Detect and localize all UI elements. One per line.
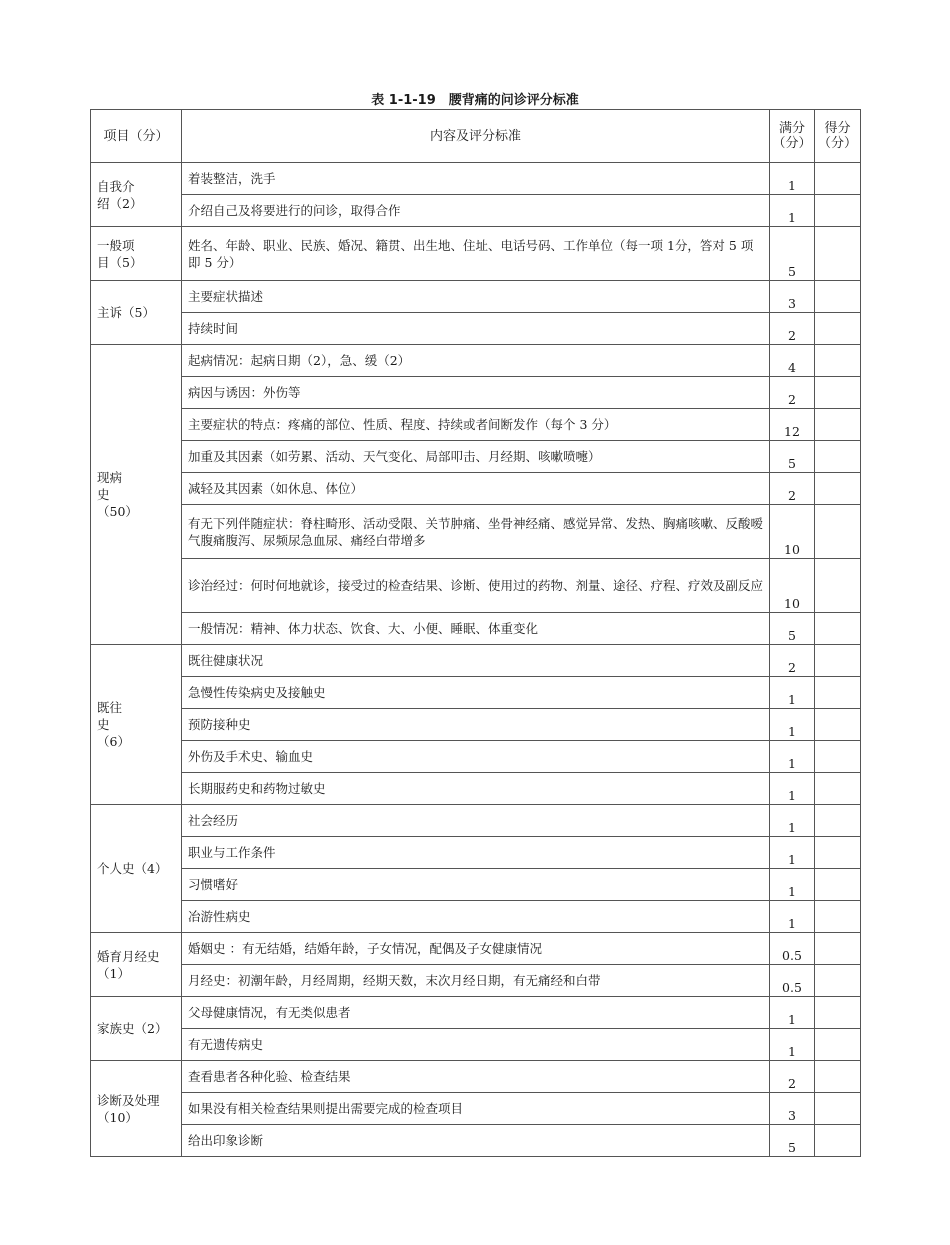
category-cell: 既往 史 （6） — [91, 645, 182, 805]
category-cell: 个人史（4） — [91, 805, 182, 933]
table-row — [91, 901, 861, 933]
category-cell: 婚育月经史 （1） — [91, 933, 182, 997]
score-cell[interactable] — [815, 559, 861, 613]
score-cell[interactable] — [815, 677, 861, 709]
max-score-cell: 1 — [770, 677, 815, 709]
max-score-cell: 2 — [770, 377, 815, 409]
table-row — [91, 869, 861, 901]
table-row — [91, 227, 861, 281]
table-row — [91, 505, 861, 559]
score-cell[interactable] — [815, 645, 861, 677]
max-score-cell: 1 — [770, 195, 815, 227]
max-score-cell: 1 — [770, 805, 815, 837]
content-cell: 查看患者各种化验、检查结果 — [182, 1061, 770, 1093]
content-cell: 着装整洁，洗手 — [182, 163, 770, 195]
content-cell: 外伤及手术史、输血史 — [182, 741, 770, 773]
table-row — [91, 965, 861, 997]
max-score-cell: 2 — [770, 1061, 815, 1093]
table-header-row — [91, 110, 861, 163]
max-score-cell: 5 — [770, 227, 815, 281]
content-cell: 长期服药史和药物过敏史 — [182, 773, 770, 805]
table-row — [91, 933, 861, 965]
score-cell[interactable] — [815, 1093, 861, 1125]
content-cell: 减轻及其因素（如休息、体位） — [182, 473, 770, 505]
score-cell[interactable] — [815, 377, 861, 409]
score-cell[interactable] — [815, 505, 861, 559]
score-cell[interactable] — [815, 997, 861, 1029]
score-cell[interactable] — [815, 195, 861, 227]
table-row — [91, 1029, 861, 1061]
table-title: 表 1-1-19 腰背痛的问诊评分标准 — [371, 93, 579, 108]
max-score-cell: 2 — [770, 313, 815, 345]
content-cell: 主要症状的特点：疼痛的部位、性质、程度、持续或者间断发作（每个 3 分） — [182, 409, 770, 441]
content-cell: 既往健康状况 — [182, 645, 770, 677]
max-score-cell: 1 — [770, 741, 815, 773]
score-cell[interactable] — [815, 1061, 861, 1093]
content-cell: 介绍自己及将要进行的问诊，取得合作 — [182, 195, 770, 227]
max-score-cell: 1 — [770, 163, 815, 195]
content-cell: 冶游性病史 — [182, 901, 770, 933]
content-cell: 一般情况：精神、体力状态、饮食、大、小便、睡眠、体重变化 — [182, 613, 770, 645]
category-cell: 自我介 绍（2） — [91, 163, 182, 227]
score-cell[interactable] — [815, 409, 861, 441]
table-row — [91, 741, 861, 773]
content-cell: 诊治经过：何时何地就诊，接受过的检查结果、诊断、使用过的药物、剂量、途径、疗程、疗效及副反应 — [182, 559, 770, 613]
table-row — [91, 441, 861, 473]
score-cell[interactable] — [815, 709, 861, 741]
table-row — [91, 709, 861, 741]
category-cell: 诊断及处理 （10） — [91, 1061, 182, 1157]
max-score-cell: 3 — [770, 281, 815, 313]
table-row — [91, 805, 861, 837]
content-cell: 习惯嗜好 — [182, 869, 770, 901]
table-body — [91, 163, 861, 1157]
category-cell: 一般项 目（5） — [91, 227, 182, 281]
max-score-cell: 1 — [770, 773, 815, 805]
content-cell: 有无下列伴随症状：脊柱畸形、活动受限、关节肿痛、坐骨神经痛、感觉异常、发热、胸痛咳嗽、反酸嗳气腹痛腹泻、尿频尿急血尿、痛经白带增多 — [182, 505, 770, 559]
score-cell[interactable] — [815, 773, 861, 805]
header-max: 满分 （分） — [770, 110, 815, 163]
score-cell[interactable] — [815, 1125, 861, 1157]
max-score-cell: 0.5 — [770, 965, 815, 997]
max-score-cell: 10 — [770, 505, 815, 559]
scoring-table — [90, 109, 861, 1157]
score-cell[interactable] — [815, 869, 861, 901]
max-score-cell: 2 — [770, 473, 815, 505]
score-cell[interactable] — [815, 313, 861, 345]
table-row — [91, 1125, 861, 1157]
category-cell: 现病 史 （50） — [91, 345, 182, 645]
table-row — [91, 677, 861, 709]
header-score: 得分 （分） — [815, 110, 861, 163]
content-cell: 持续时间 — [182, 313, 770, 345]
max-score-cell: 5 — [770, 1125, 815, 1157]
table-row — [91, 559, 861, 613]
score-cell[interactable] — [815, 741, 861, 773]
content-cell: 姓名、年龄、职业、民族、婚况、籍贯、出生地、住址、电话号码、工作单位（每一项 1分，答对 5 项即 5 分） — [182, 227, 770, 281]
content-cell: 病因与诱因：外伤等 — [182, 377, 770, 409]
max-score-cell: 0.5 — [770, 933, 815, 965]
table-row — [91, 837, 861, 869]
table-row — [91, 1093, 861, 1125]
score-cell[interactable] — [815, 965, 861, 997]
content-cell: 主要症状描述 — [182, 281, 770, 313]
content-cell: 婚姻史 ：有无结婚，结婚年龄，子女情况，配偶及子女健康情况 — [182, 933, 770, 965]
score-cell[interactable] — [815, 837, 861, 869]
content-cell: 起病情况：起病日期（2），急、缓（2） — [182, 345, 770, 377]
score-cell[interactable] — [815, 1029, 861, 1061]
content-cell: 有无遗传病史 — [182, 1029, 770, 1061]
max-score-cell: 5 — [770, 441, 815, 473]
category-cell: 家族史（2） — [91, 997, 182, 1061]
table-row — [91, 409, 861, 441]
table-row — [91, 613, 861, 645]
max-score-cell: 1 — [770, 837, 815, 869]
content-cell: 如果没有相关检查结果则提出需要完成的检查项目 — [182, 1093, 770, 1125]
max-score-cell: 1 — [770, 869, 815, 901]
category-cell: 主诉（5） — [91, 281, 182, 345]
table-row — [91, 1061, 861, 1093]
max-score-cell: 4 — [770, 345, 815, 377]
score-cell[interactable] — [815, 613, 861, 645]
content-cell: 社会经历 — [182, 805, 770, 837]
score-cell[interactable] — [815, 345, 861, 377]
max-score-cell: 5 — [770, 613, 815, 645]
max-score-cell: 2 — [770, 645, 815, 677]
header-item: 项目（分） — [91, 110, 182, 163]
table-row — [91, 997, 861, 1029]
table-row — [91, 773, 861, 805]
max-score-cell: 1 — [770, 901, 815, 933]
max-score-cell: 1 — [770, 1029, 815, 1061]
content-cell: 给出印象诊断 — [182, 1125, 770, 1157]
max-score-cell: 3 — [770, 1093, 815, 1125]
table-row — [91, 281, 861, 313]
table-row — [91, 163, 861, 195]
content-cell: 父母健康情况，有无类似患者 — [182, 997, 770, 1029]
score-cell[interactable] — [815, 163, 861, 195]
table-row — [91, 473, 861, 505]
content-cell: 职业与工作条件 — [182, 837, 770, 869]
content-cell: 急慢性传染病史及接触史 — [182, 677, 770, 709]
table-row — [91, 345, 861, 377]
score-cell[interactable] — [815, 805, 861, 837]
content-cell: 加重及其因素（如劳累、活动、天气变化、局部叩击、月经期、咳嗽喷嚏） — [182, 441, 770, 473]
table-row — [91, 645, 861, 677]
max-score-cell: 12 — [770, 409, 815, 441]
max-score-cell: 1 — [770, 709, 815, 741]
score-cell[interactable] — [815, 441, 861, 473]
score-cell[interactable] — [815, 901, 861, 933]
max-score-cell: 1 — [770, 997, 815, 1029]
score-cell[interactable] — [815, 473, 861, 505]
table-row — [91, 195, 861, 227]
score-cell[interactable] — [815, 933, 861, 965]
max-score-cell: 10 — [770, 559, 815, 613]
table-row — [91, 377, 861, 409]
header-content: 内容及评分标准 — [182, 110, 770, 163]
score-cell[interactable] — [815, 281, 861, 313]
content-cell: 月经史：初潮年龄，月经周期，经期天数，末次月经日期，有无痛经和白带 — [182, 965, 770, 997]
content-cell: 预防接种史 — [182, 709, 770, 741]
score-cell[interactable] — [815, 227, 861, 281]
table-row — [91, 313, 861, 345]
